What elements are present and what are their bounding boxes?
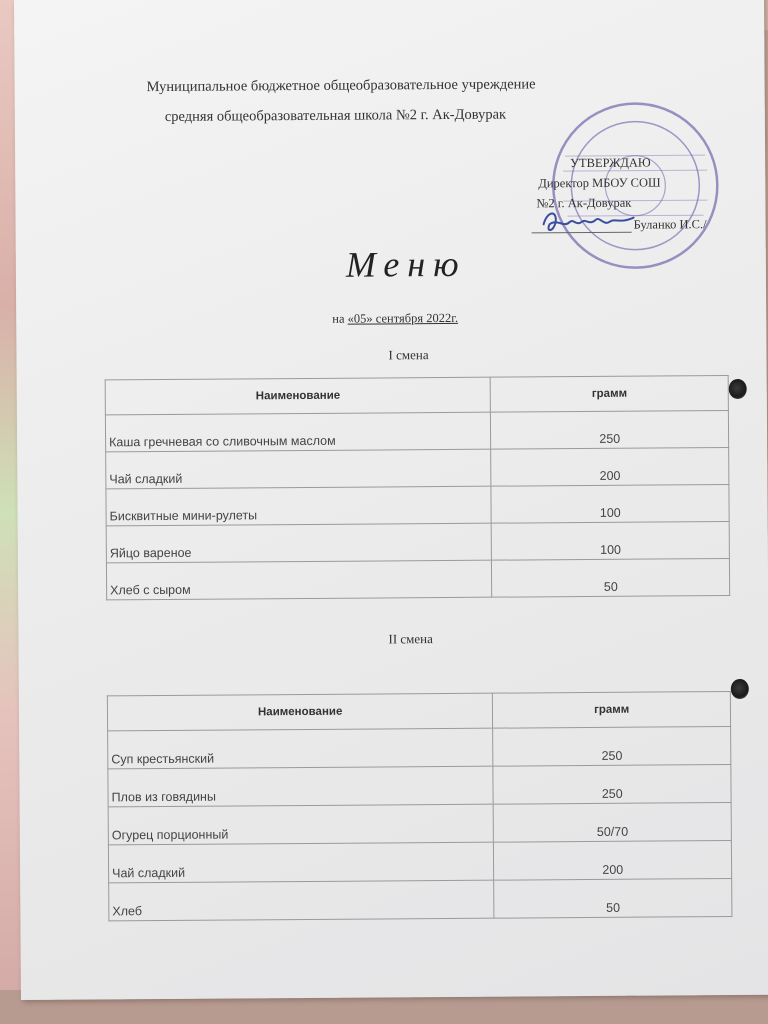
- date-value: «05» сентября 2022г.: [347, 310, 459, 326]
- dish-gram: 250: [491, 411, 729, 450]
- dish-name: Огурец порционный: [108, 804, 494, 845]
- dish-gram: 100: [492, 522, 730, 561]
- table-header-row: [107, 692, 730, 731]
- approval-director-name: Буланко И.С./: [633, 217, 707, 232]
- table-row: [109, 879, 732, 921]
- shift2-menu-table: [107, 691, 733, 921]
- dish-gram: 250: [493, 727, 731, 767]
- table-row: [106, 559, 729, 600]
- dish-gram: 50/70: [494, 803, 732, 843]
- dish-name: Плов из говядины: [108, 766, 494, 807]
- column-header-name: Наименование: [105, 377, 491, 415]
- dish-gram: 50: [492, 559, 730, 598]
- table-row: [108, 841, 731, 883]
- school-name-line1: Муниципальное бюджетное общеобразовательное учреждение: [146, 76, 536, 96]
- approval-school: №2 г. Ак-Довурак: [536, 195, 632, 211]
- column-header-gram: грамм: [491, 376, 729, 413]
- dish-name: Бисквитные мини-рулеты: [106, 486, 492, 526]
- column-header-name: Наименование: [107, 693, 493, 731]
- shift1-label: I смена: [388, 347, 429, 363]
- table-row: [105, 411, 728, 452]
- table-row: [106, 448, 729, 489]
- table-row: [108, 803, 731, 845]
- approval-heading: УТВЕРЖДАЮ: [570, 155, 651, 171]
- table-row: [108, 765, 731, 807]
- dish-name: Хлеб: [109, 880, 495, 921]
- table-row: [106, 522, 729, 563]
- shift2-label: II смена: [388, 631, 433, 647]
- menu-document: [14, 0, 768, 1000]
- table-row: [108, 727, 731, 769]
- dish-gram: 100: [491, 485, 729, 524]
- dish-gram: 250: [493, 765, 731, 805]
- dish-name: Чай сладкий: [108, 842, 494, 883]
- table-row: [106, 485, 729, 526]
- dish-name: Каша гречневая со сливочным маслом: [105, 412, 491, 452]
- date-prefix: на: [332, 311, 345, 326]
- dish-name: Суп крестьянский: [108, 728, 494, 769]
- dish-name: Яйцо вареное: [106, 523, 492, 563]
- punch-hole-icon: [731, 679, 749, 699]
- page-title: Меню: [345, 243, 467, 285]
- dish-name: Чай сладкий: [106, 449, 492, 489]
- dish-gram: 50: [494, 879, 732, 919]
- school-name-line2: средняя общеобразовательная школа №2 г. Ак-Довурак: [164, 106, 507, 125]
- table-header-row: [105, 376, 728, 415]
- dish-gram: 200: [494, 841, 732, 881]
- menu-date: [332, 311, 458, 327]
- dish-name: Хлеб с сыром: [106, 560, 492, 600]
- approval-position: Директор МБОУ СОШ: [538, 175, 661, 191]
- punch-hole-icon: [729, 379, 747, 399]
- shift1-menu-table: [105, 375, 731, 600]
- dish-gram: 200: [491, 448, 729, 487]
- director-signature-icon: [539, 204, 639, 241]
- column-header-gram: грамм: [493, 692, 731, 729]
